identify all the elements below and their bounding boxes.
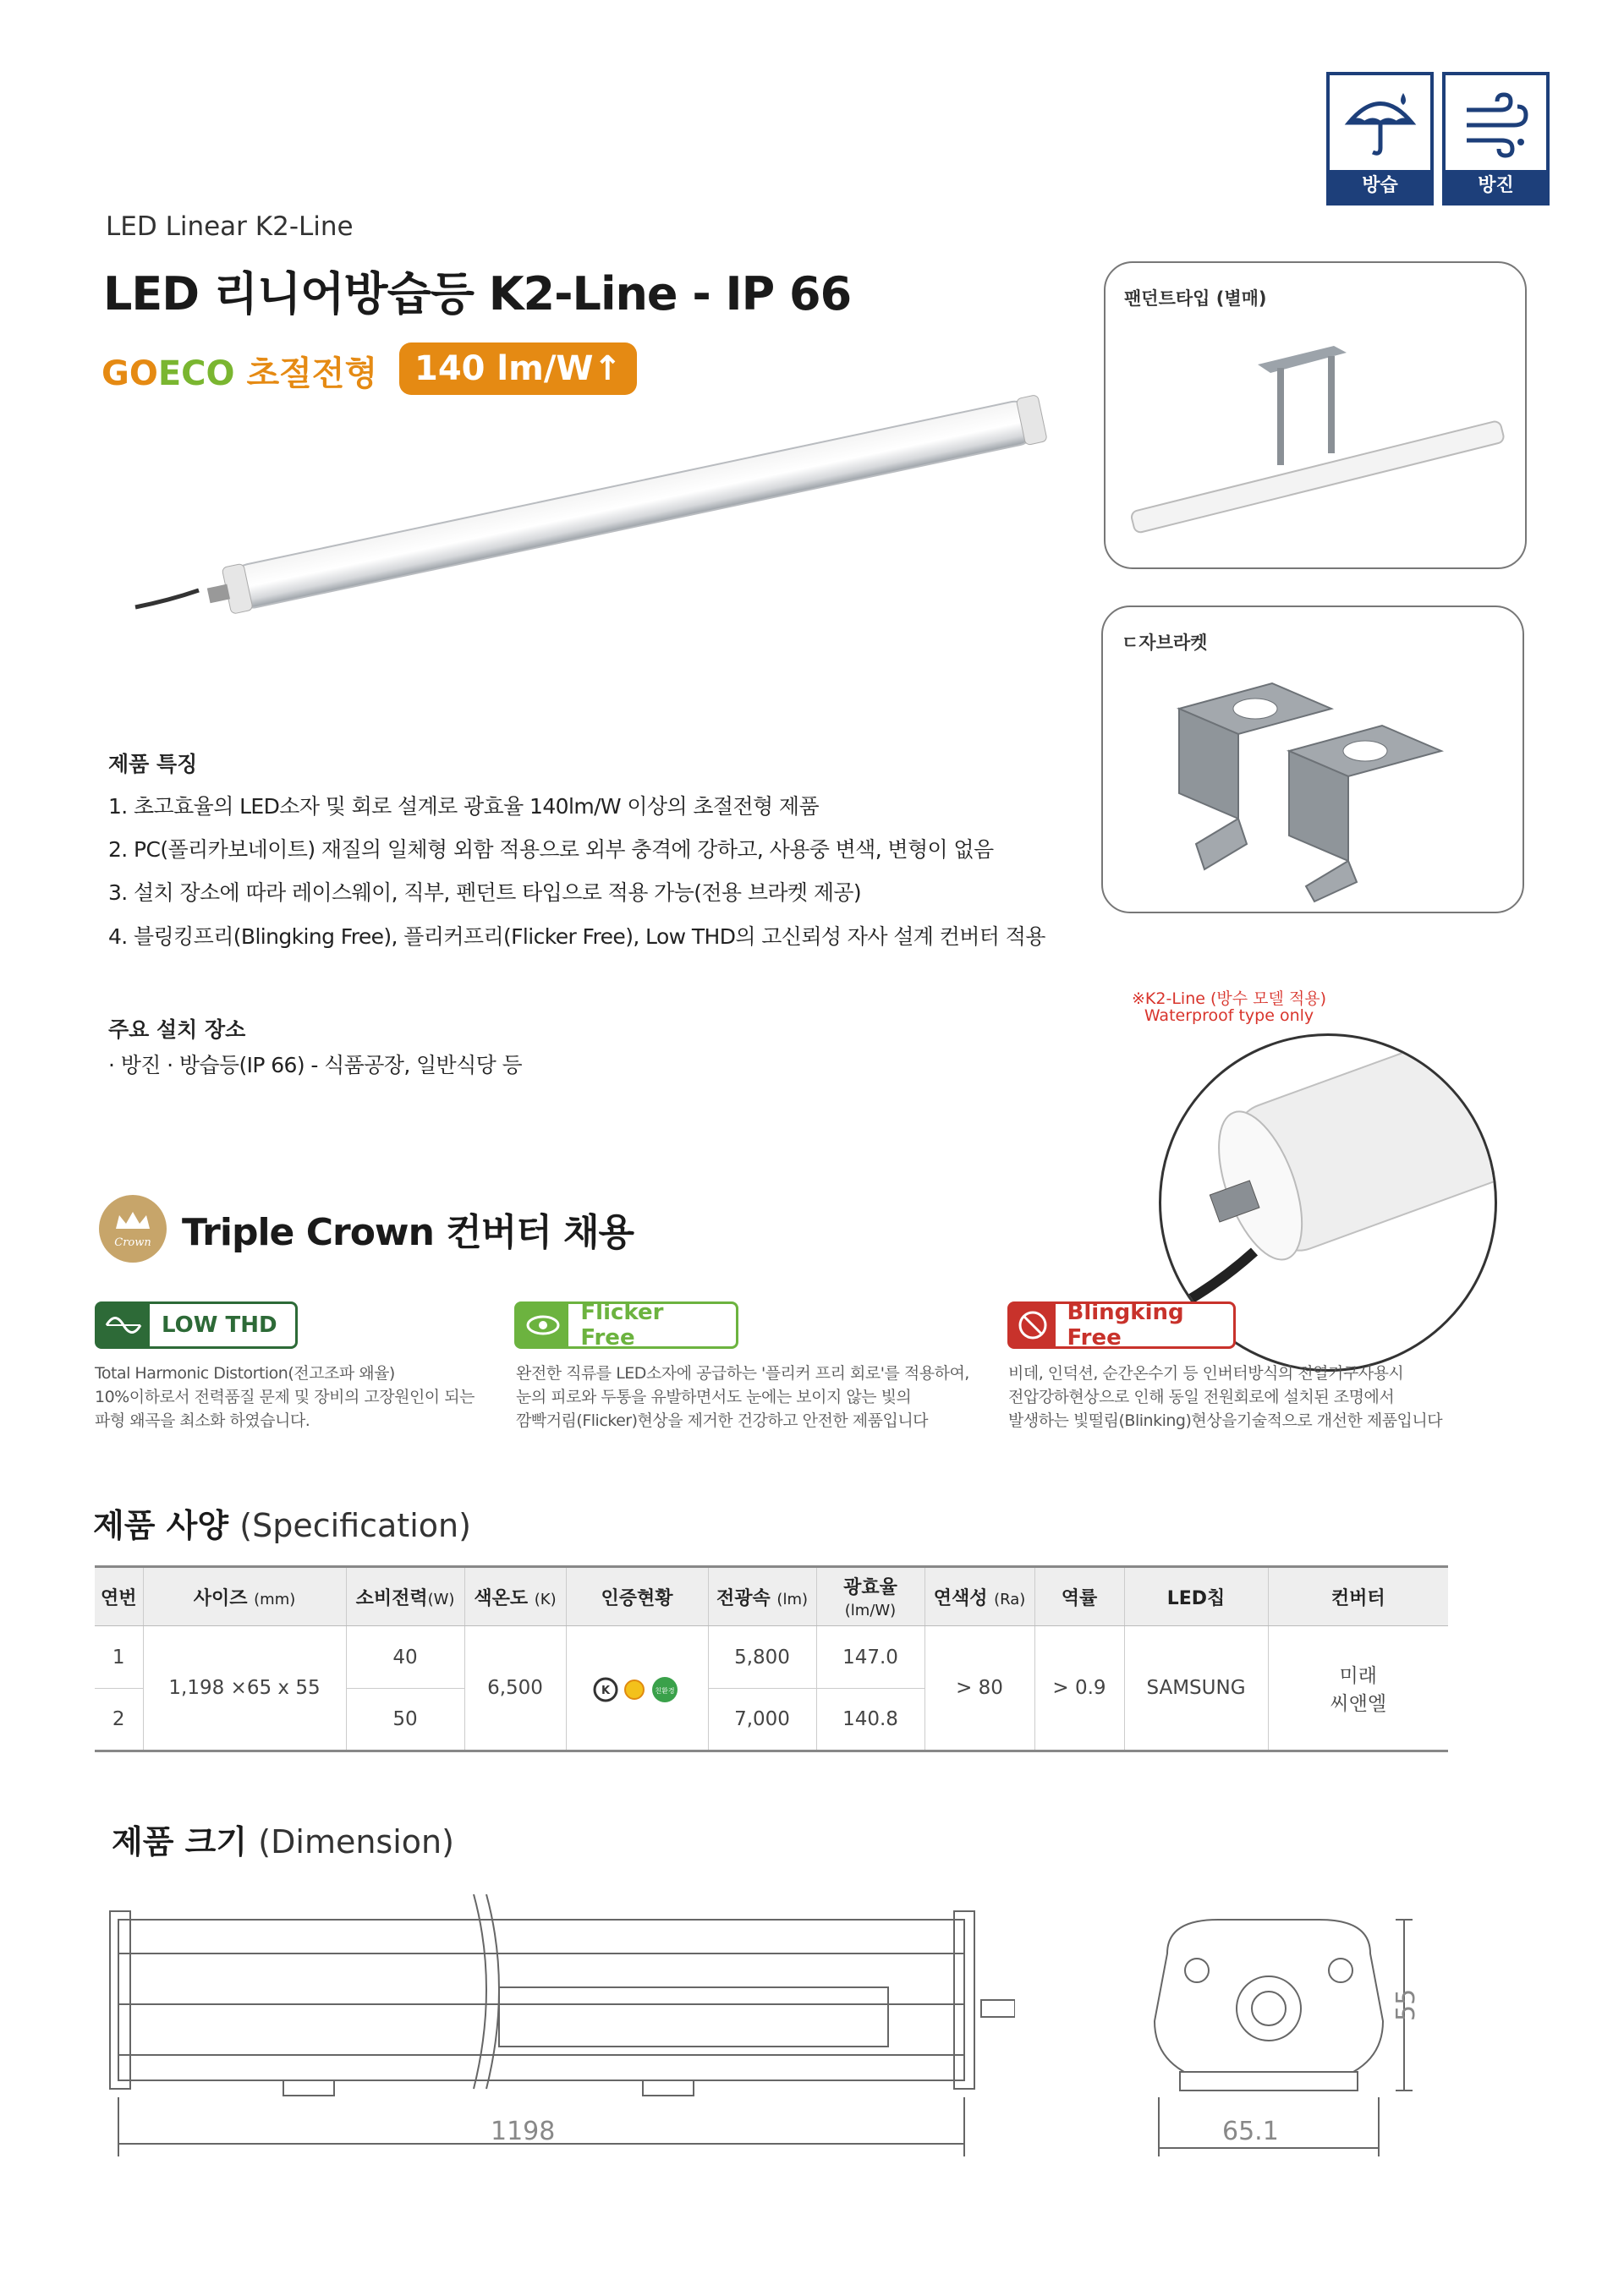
feature-item: 4. 블링킹프리(Blingking Free), 플리커프리(Flicker Free), Low THD의 고신뢰성 자사 설계 컨버터 적용 <box>108 924 1045 949</box>
dimension-heading-ko: 제품 크기 <box>112 1823 248 1860</box>
desc-line: 눈의 피로와 두통을 유발하면서도 눈에는 보이지 않는 빛의 <box>516 1388 912 1406</box>
pendant-type-box <box>1104 261 1527 569</box>
spec-heading-en: (Specification) <box>239 1507 471 1544</box>
cct-cell: 6,500 <box>464 1626 566 1751</box>
waterproof-note-en: Waterproof type only <box>1144 1006 1314 1025</box>
badge-label: 방진 <box>1446 170 1546 202</box>
table-header: 전광속 (lm) <box>708 1567 816 1626</box>
energy-mark-icon <box>625 1680 644 1699</box>
crown-logo <box>99 1195 167 1263</box>
power-cell: 40 <box>346 1626 464 1689</box>
tag-description <box>95 1362 475 1433</box>
umbrella-icon <box>1342 85 1418 161</box>
feature-item: 2. PC(폴리카보네이트) 재질의 일체형 외함 적용으로 외부 충격에 강하고, 사용중 변색, 변형이 없음 <box>108 837 994 862</box>
table-row <box>95 1626 1448 1689</box>
crown-logo-text: Crown <box>114 1236 151 1249</box>
dimension-heading-en: (Dimension) <box>258 1823 454 1860</box>
pf-cell: > 0.9 <box>1034 1626 1124 1751</box>
desc-line: 비데, 인덕션, 순간온수기 등 인버터방식의 전열기구사용시 <box>1008 1364 1404 1383</box>
certification-marks <box>590 1671 683 1705</box>
table-header: 역률 <box>1034 1567 1124 1626</box>
table-header: 인증현황 <box>566 1567 708 1626</box>
badge-dustproof <box>1442 72 1550 205</box>
efficiency-badge: 140 lm/W↑ <box>399 342 637 395</box>
features-heading: 제품 특징 <box>108 752 198 776</box>
tag-low-thd <box>95 1301 298 1349</box>
pendant-caption: 팬던트타입 (별매) <box>1124 288 1267 309</box>
flux-cell: 7,000 <box>708 1689 816 1751</box>
table-header: 연번 <box>95 1567 143 1626</box>
pendant-image <box>1118 331 1516 559</box>
svg-text:K: K <box>601 1685 611 1697</box>
row-number: 2 <box>95 1689 143 1751</box>
cert-cell <box>566 1626 708 1751</box>
badge-label: 방습 <box>1330 170 1430 202</box>
cri-cell: > 80 <box>924 1626 1034 1751</box>
eco-mark-text: 친환경 <box>655 1687 675 1695</box>
bracket-box <box>1101 606 1524 913</box>
size-cell: 1,198 ×65 x 55 <box>143 1626 346 1751</box>
table-header: 색온도 (K) <box>464 1567 566 1626</box>
converter-line: 미래 <box>1339 1665 1377 1687</box>
desc-line: 10%이하로서 전력품질 문제 및 장비의 고장원인이 되는 <box>95 1388 475 1406</box>
tag-flicker-free <box>514 1301 738 1349</box>
eff-cell: 147.0 <box>816 1626 924 1689</box>
desc-line: 완전한 직류를 LED소자에 공급하는 '플리커 프리 회로'를 적용하여, <box>516 1364 969 1383</box>
desc-line: 발생하는 빛떨림(Blinking)현상을기술적으로 개선한 제품입니다 <box>1008 1411 1443 1430</box>
tag-description <box>516 1362 969 1433</box>
tag-blinking-free <box>1007 1301 1236 1349</box>
length-label: 1198 <box>491 2117 556 2146</box>
front-dimension-drawing <box>1142 1903 1429 2173</box>
power-cell: 50 <box>346 1689 464 1751</box>
super-saving-text: 초절전형 <box>246 354 378 393</box>
spec-heading <box>93 1499 471 1546</box>
table-header: LED칩 <box>1124 1567 1268 1626</box>
converter-cell <box>1268 1626 1448 1751</box>
table-header: 컨버터 <box>1268 1567 1448 1626</box>
wind-icon <box>1458 85 1534 161</box>
desc-line: 전압강하현상으로 인해 동일 전원회로에 설치된 조명에서 <box>1008 1388 1395 1406</box>
table-header-row <box>95 1567 1448 1626</box>
height-label: 55 <box>1391 1988 1421 2021</box>
no-blink-icon <box>1010 1304 1056 1346</box>
desc-line: 깜빡거림(Flicker)현상을 제거한 건강하고 안전한 제품입니다 <box>516 1411 929 1430</box>
bracket-image <box>1145 675 1501 903</box>
tag-description <box>1008 1362 1442 1433</box>
eff-cell: 140.8 <box>816 1689 924 1751</box>
tag-label: LOW THD <box>162 1312 277 1338</box>
desc-line: 파형 왜곡을 최소화 하였습니다. <box>95 1411 310 1430</box>
chip-cell: SAMSUNG <box>1124 1626 1268 1751</box>
feature-item: 1. 초고효율의 LED소자 및 회로 설계로 광효율 140lm/W 이상의 초절전형 제품 <box>108 794 820 819</box>
spec-table <box>95 1565 1448 1752</box>
goeco-line <box>102 347 377 395</box>
eye-icon <box>517 1304 568 1346</box>
table-header: 연색성 (Ra) <box>924 1567 1034 1626</box>
table-header: 광효율 (lm/W) <box>816 1567 924 1626</box>
eco-text: ECO <box>157 354 235 393</box>
tag-label: Blingking Free <box>1067 1300 1184 1351</box>
row-number: 1 <box>95 1626 143 1689</box>
spec-heading-ko: 제품 사양 <box>93 1507 229 1544</box>
table-header: 사이즈 (mm) <box>143 1567 346 1626</box>
go-text: GO <box>102 354 158 393</box>
product-subtitle: LED Linear K2-Line <box>106 211 354 242</box>
table-header: 소비전력(W) <box>346 1567 464 1626</box>
dimension-heading <box>112 1816 454 1862</box>
places-heading: 주요 설치 장소 <box>108 1017 246 1042</box>
places-text: · 방진 · 방습등(IP 66) - 식품공장, 일반식당 등 <box>108 1053 523 1077</box>
desc-line: Total Harmonic Distortion(전고조파 왜율) <box>95 1364 395 1383</box>
bracket-caption: ㄷ자브라켓 <box>1122 633 1208 653</box>
converter-line: 씨앤엘 <box>1330 1693 1387 1715</box>
tag-label: Flicker Free <box>580 1300 664 1351</box>
crown-heading: Triple Crown 컨버터 채용 <box>182 1211 634 1254</box>
product-image <box>118 389 1074 634</box>
side-dimension-drawing <box>102 1894 1015 2173</box>
badge-dampproof <box>1326 72 1434 205</box>
width-label: 65.1 <box>1222 2117 1279 2146</box>
product-title: LED 리니어방습등 K2-Line - IP 66 <box>103 267 852 321</box>
feature-item: 3. 설치 장소에 따라 레이스웨이, 직부, 펜던트 타입으로 적용 가능(전용 브라켓 제공) <box>108 880 862 905</box>
waterproof-note: ※K2-Line (방수 모델 적용) <box>1132 989 1326 1008</box>
sine-wave-icon <box>97 1304 150 1346</box>
flux-cell: 5,800 <box>708 1626 816 1689</box>
